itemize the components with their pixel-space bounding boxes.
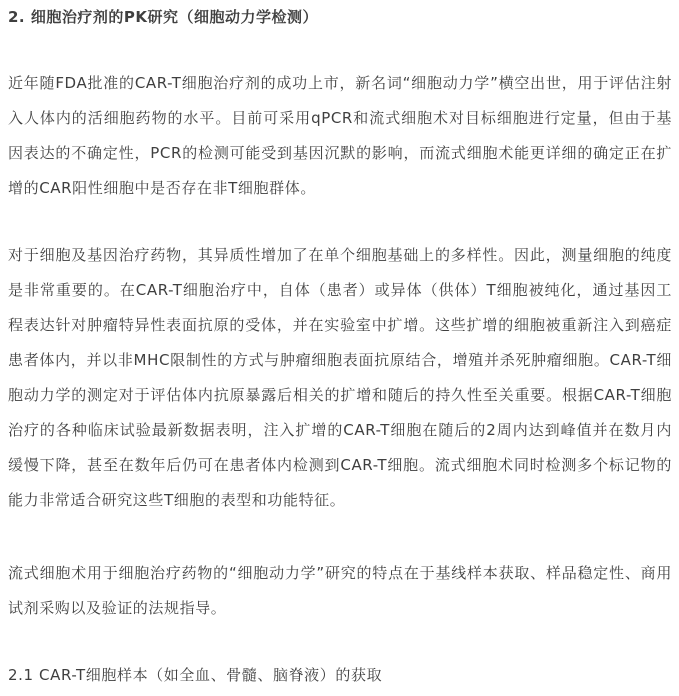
paragraph-cell-kinetics-intro: 近年随FDA批准的CAR-T细胞治疗剂的成功上市，新名词“细胞动力学”横空出世，用于评估注射入人体内的活细胞药物的水平。目前可采用qPCR和流式细胞术对目标细胞进行定量，但由于基因表达的不确定性，PCR的检测可能受到基因沉默的影响，而流式细胞术能更详细的确定正在扩增的CAR阳性细胞中是否存在非T细胞群体。 bbox=[8, 74, 672, 197]
subsection-heading: 2.1 CAR-T细胞样本（如全血、骨髓、脑脊液）的获取 bbox=[8, 666, 383, 684]
paragraph-heterogeneity: 对于细胞及基因治疗药物，其异质性增加了在单个细胞基础上的多样性。因此，测量细胞的纯度是非常重要的。在CAR-T细胞治疗中，自体（患者）或异体（供体）T细胞被纯化，通过基因工程表达针对肿瘤特异性表面抗原的受体，并在实验室中扩增。这些扩增的细胞被重新注入到癌症患者体内，并以非MHC限制性的方式与肿瘤细胞表面抗原结合，增殖并杀死肿瘤细胞。CAR-T细胞动力学的测定对于评估体内抗原暴露后相关的扩增和随后的持久性至关重要。根据CAR-T细胞治疗的各种临床试验最新数据表明，注入扩增的CAR-T细胞在随后的2周内达到峰值并在数月内缓慢下降，甚至在数年后仍可在患者体内检测到CAR-T细胞。流式细胞术同时检测多个标记物的能力非常适合研究这些T细胞的表型和功能特征。 bbox=[8, 246, 672, 509]
paragraph-flow-cytometry-features: 流式细胞术用于细胞治疗药物的“细胞动力学”研究的特点在于基线样本获取、样品稳定性、商用试剂采购以及验证的法规指导。 bbox=[8, 564, 672, 617]
section-heading: 2. 细胞治疗剂的PK研究（细胞动力学检测） bbox=[8, 8, 318, 26]
